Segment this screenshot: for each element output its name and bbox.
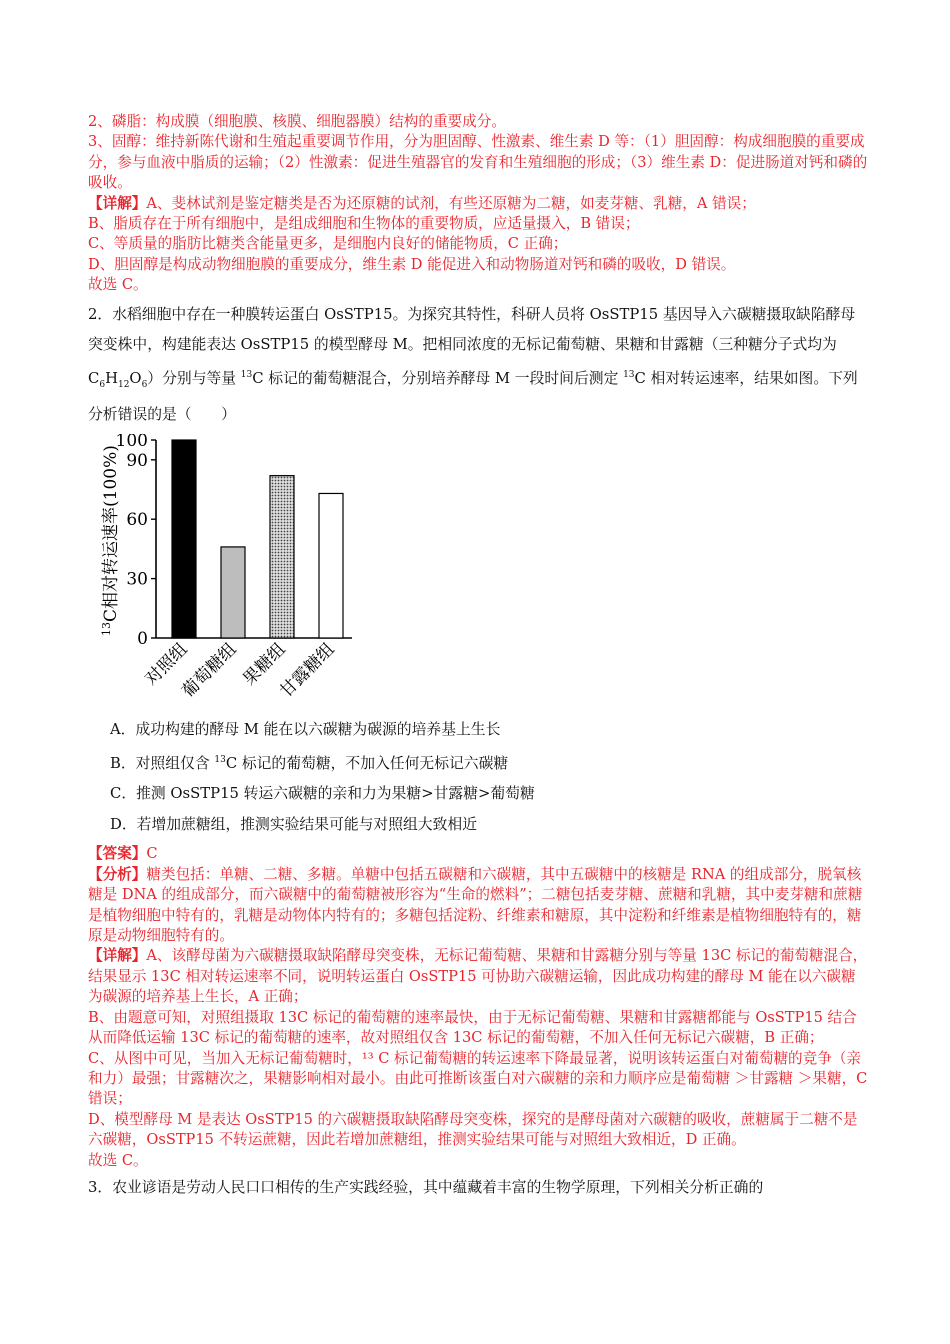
explanation-line: 2、磷脂：构成膜（细胞膜、核膜、细胞器膜）结构的重要成分。 (88, 113, 506, 130)
detail-line: C、从图中可见，当加入无标记葡萄糖时，¹³ C 标记葡萄糖的转运速率下降最显著，说明该转运蛋白对葡萄糖的竞争（亲和力）最强；甘露糖次之，果糖影响相对最小。由此可推断该蛋白对六碳糖的亲和力顺序应是葡萄糖 ＞甘露糖 ＞果糖，C 错误； (88, 1049, 868, 1108)
detail-line (88, 946, 868, 1007)
bar-chart-svg (94, 434, 374, 710)
option-d[interactable] (110, 809, 868, 840)
option-a[interactable] (110, 714, 868, 745)
formula-sub: 12 (117, 379, 130, 390)
question-3-stem (88, 1173, 868, 1203)
option-text: C 标记的葡萄糖，不加入任何无标记六碳糖 (225, 754, 509, 772)
y-axis-label-text: C相对转运速率(100%) (101, 444, 121, 622)
answer-line (88, 844, 868, 864)
stem-part: ）分别与等量 (147, 369, 241, 387)
isotope-sup: 13 (623, 369, 635, 380)
x-tick-label: 甘露糖组 (276, 638, 339, 702)
detail-text: A、该酵母菌为六碳糖摄取缺陷酵母突变株，无标记葡萄糖、果糖和甘露糖分别与等量 13C 标记的葡萄糖混合，结果显示 13C 相对转运速率不同，说明转运蛋白 OsSTP15 可协助六碳糖运输，因此成功构建的酵母 M 能在以六碳糖为碳源的培养基上生长，A 正确； (88, 947, 868, 1006)
q1-explanation-block (88, 112, 868, 296)
answer-value: C (146, 845, 158, 863)
stem-part: C 相对转运速率，结果如图。下列分析错误的是（ ） (88, 369, 858, 423)
q1-detail-line (88, 194, 868, 214)
stem-part: C 标记的葡萄糖混合，分别培养酵母 M 一段时间后测定 (252, 369, 624, 387)
analysis-tag: 【分析】 (88, 865, 147, 883)
bar-2 (221, 546, 245, 637)
option-c[interactable] (110, 778, 868, 809)
option-text: D．若增加蔗糖组，推测实验结果可能与对照组大致相近 (110, 816, 477, 834)
q1-detail-line: D、胆固醇是构成动物细胞膜的重要成分，维生素 D 能促进入和动物肠道对钙和磷的吸收，D 错误。 (88, 255, 736, 273)
question-2-stem (88, 300, 868, 430)
y-axis-label (100, 445, 121, 636)
detail-tag: 【详解】 (88, 194, 147, 212)
y-tick-label: 60 (126, 509, 148, 530)
x-tick-label: 对照组 (141, 638, 192, 690)
option-b[interactable] (110, 745, 868, 779)
document-page (88, 112, 868, 1203)
q1-detail-line: B、脂质存在于所有细胞中，是组成细胞和生物体的重要物质，应适量摄入，B 错误； (88, 215, 640, 233)
detail-text: A、斐林试剂是鉴定糖类是否为还原糖的试剂，有些还原糖为二糖，如麦芽糖、乳糖，A 错误； (146, 194, 756, 212)
y-tick-label: 0 (137, 628, 148, 649)
bar-1 (172, 440, 196, 638)
bar-chart (94, 434, 374, 710)
x-tick-label: 果糖组 (239, 638, 290, 690)
formula-sub: 6 (141, 379, 148, 390)
isotope-sup: 13 (240, 369, 253, 380)
formula-h: H (105, 369, 118, 387)
q2-answer-block (88, 844, 868, 1171)
bar-4 (319, 493, 343, 638)
formula-sub: 6 (99, 379, 106, 390)
q3-text: 3．农业谚语是劳动人民口口相传的生产实践经验，其中蕴藏着丰富的生物学原理，下列相关分析正确的 (88, 1178, 764, 1196)
y-axis-label-sup: 13 (100, 621, 113, 636)
option-text: C．推测 OsSTP15 转运六碳糖的亲和力为果糖>甘露糖>葡萄糖 (110, 785, 535, 803)
stem-part: 2．水稻细胞中存在一种膜转运蛋白 OsSTP15。为探究其特性，科研人员将 OsSTP15 基因导入六碳糖摄取缺陷酵母突变株中，构建能表达 OsSTP15 的模型酵母 M。把相同浓度的无标记葡萄糖、果糖和甘露糖（三种糖分子式均为 C (88, 305, 856, 387)
x-tick-label: 葡萄糖组 (178, 638, 241, 702)
detail-line: D、模型酵母 M 是表达 OsSTP15 的六碳糖摄取缺陷酵母突变株，探究的是酵母菌对六碳糖的吸收，蔗糖属于二糖不是六碳糖，OsSTP15 不转运蔗糖，因此若增加蔗糖组，推测实验结果可能与对照组大致相近，D 正确。 (88, 1110, 858, 1149)
formula-o: O (129, 369, 142, 387)
detail-line: B、由题意可知，对照组摄取 13C 标记的葡萄糖的速率最快，由于无标记葡萄糖、果糖和甘露糖都能与 OsSTP15 结合从而降低运输 13C 标记的葡萄糖的速率，故对照组仅含 13C 标记的葡萄糖，不加入任何无标记六碳糖，B 正确； (88, 1008, 857, 1047)
y-tick-label: 90 (126, 450, 148, 471)
q1-detail-line: C、等质量的脂肪比糖类含能量更多，是细胞内良好的储能物质，C 正确； (88, 235, 568, 253)
bar-3 (270, 475, 294, 637)
y-tick-label: 30 (126, 569, 148, 590)
analysis-text: 糖类包括：单糖、二糖、多糖。单糖中包括五碳糖和六碳糖，其中五碳糖中的核糖是 RNA 的组成部分，脱氧核糖是 DNA 的组成部分，而六碳糖中的葡萄糖被形容为“生命的燃料”；二糖包括麦芽糖、蔗糖和乳糖，其中麦芽糖和蔗糖是植物细胞中特有的，乳糖是动物体内特有的；多糖包括淀粉、纤维素和糖原，其中淀粉和纤维素是植物细胞特有的，糖原是动物细胞特有的。 (88, 865, 863, 945)
detail-tag: 【详解】 (88, 947, 147, 965)
conclusion-line: 故选 C。 (88, 1151, 148, 1169)
q1-conclusion: 故选 C。 (88, 276, 148, 294)
analysis-line (88, 865, 868, 947)
answer-tag: 【答案】 (88, 845, 147, 863)
isotope-sup: 13 (214, 754, 226, 765)
y-tick-label: 100 (115, 433, 148, 451)
explanation-line: 3、固醇：维持新陈代谢和生殖起重要调节作用，分为胆固醇、性激素、维生素 D 等：（1）胆固醇：构成细胞膜的重要成分，参与血液中脂质的运输；（2）性激素：促进生殖器官的发育和生殖细胞的形成；（3）维生素 D：促进肠道对钙和磷的吸收。 (88, 133, 868, 192)
option-text: B．对照组仅含 (110, 754, 215, 772)
option-text: A．成功构建的酵母 M 能在以六碳糖为碳源的培养基上生长 (110, 720, 501, 738)
q2-options (88, 714, 868, 841)
